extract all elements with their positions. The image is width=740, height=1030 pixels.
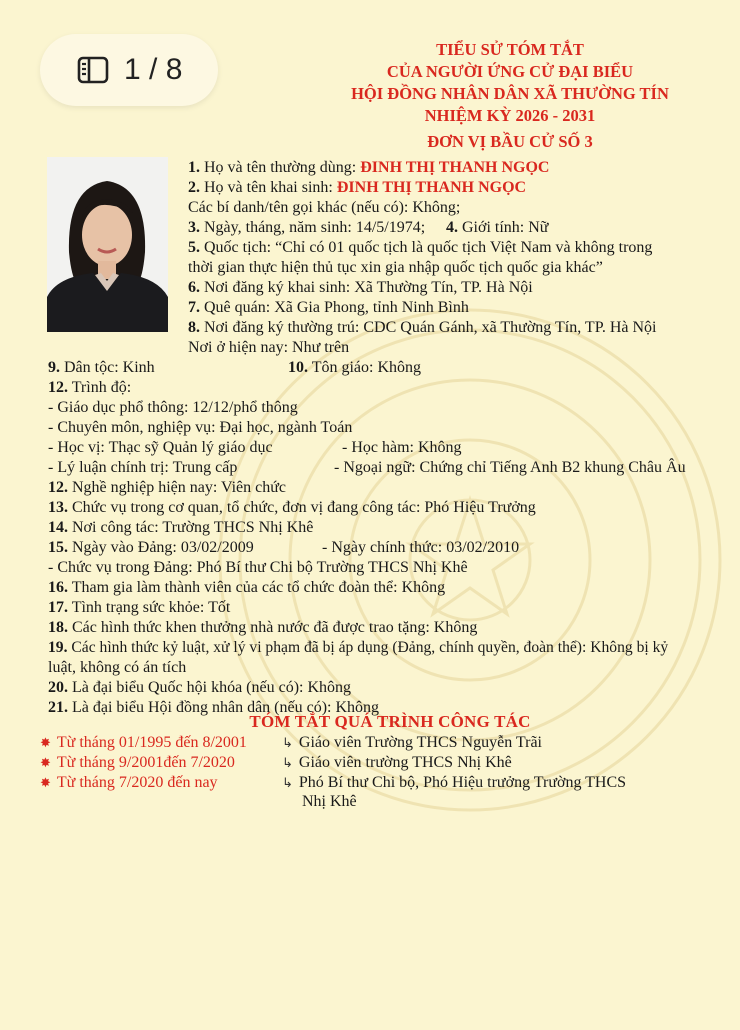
header-term: NHIỆM KỲ 2026 - 2031 (424, 106, 596, 125)
field-nationality-cont: thời gian thực hiện thủ tục xin gia nhập quốc tịch quốc gia khác” (188, 259, 603, 276)
field-party-join-date: 15. Ngày vào Đảng: 03/02/2009 (48, 539, 254, 556)
work-period: ✸ Từ tháng 7/2020 đến nay (40, 774, 218, 791)
candidate-photo (47, 157, 168, 332)
field-specialty: - Chuyên môn, nghiệp vụ: Đại học, ngành Toán (48, 419, 353, 436)
field-party-official-date: - Ngày chính thức: 03/02/2010 (322, 539, 520, 556)
field-ethnicity: 9. Dân tộc: Kinh (48, 359, 155, 376)
page-indicator-text: 1 / 8 (124, 53, 183, 86)
field-occupation: 12. Nghề nghiệp hiện nay: Viên chức (48, 479, 287, 496)
field-organizations: 16. Tham gia làm thành viên của các tổ chức đoàn thể: Không (48, 579, 446, 596)
field-national-assembly: 20. Là đại biểu Quốc hội khóa (nếu có): Không (48, 679, 352, 696)
field-hometown: 7. Quê quán: Xã Gia Phong, tỉnh Ninh Bình (188, 299, 469, 316)
field-party-position: - Chức vụ trong Đảng: Phó Bí thư Chi bộ Trường THCS Nhị Khê (48, 559, 468, 576)
header-title: TIỂU SỬ TÓM TẮT (436, 40, 584, 59)
work-history-title: TÓM TẮT QUÁ TRÌNH CÔNG TÁC (249, 712, 531, 731)
page-indicator[interactable] (40, 34, 218, 106)
field-foreign-language: - Ngoại ngữ: Chứng chỉ Tiếng Anh B2 khung Châu Âu (334, 459, 686, 476)
field-health: 17. Tình trạng sức khỏe: Tốt (48, 599, 231, 616)
field-discipline: 19. Các hình thức kỷ luật, xử lý vi phạm đã bị áp dụng (Đảng, chính quyền, đoàn thể): Không bị kỷ (48, 639, 669, 656)
field-general-education: - Giáo dục phổ thông: 12/12/phổ thông (48, 399, 298, 416)
field-people-council: 21. Là đại biểu Hội đồng nhân dân (nếu có): Không (48, 699, 380, 716)
field-gender: 4. Giới tính: Nữ (446, 219, 549, 236)
work-period: ✸ Từ tháng 01/1995 đến 8/2001 (40, 734, 247, 751)
field-residence: 8. Nơi đăng ký thường trú: CDC Quán Gánh, xã Thường Tín, TP. Hà Nội (188, 319, 657, 336)
pages-icon (76, 53, 110, 87)
field-degree: - Học vị: Thạc sỹ Quản lý giáo dục (48, 439, 273, 456)
field-birth-registration: 6. Nơi đăng ký khai sinh: Xã Thường Tín, TP. Hà Nội (188, 279, 533, 296)
field-birthdate: 3. Ngày, tháng, năm sinh: 14/5/1974; (188, 219, 426, 236)
field-political-theory: - Lý luận chính trị: Trung cấp (48, 459, 238, 476)
bullet-star-icon: ✸ (40, 735, 51, 750)
header-subtitle-2: HỘI ĐỒNG NHÂN DÂN XÃ THƯỜNG TÍN (351, 84, 669, 103)
work-desc-cont: Nhị Khê (302, 793, 357, 810)
field-education-title: 12. Trình độ: (48, 379, 132, 396)
header-unit: ĐƠN VỊ BẦU CỬ SỐ 3 (427, 132, 593, 151)
field-discipline-cont: luật, không có án tích (48, 659, 187, 676)
field-religion: 10. Tôn giáo: Không (288, 359, 422, 376)
arrow-icon: ↳ (282, 736, 293, 751)
field-birth-name: 2. Họ và tên khai sinh: ĐINH THỊ THANH NGỌC (188, 179, 527, 196)
work-desc: ↳ Phó Bí thư Chi bộ, Phó Hiệu trưởng Trường THCS (282, 774, 627, 791)
field-position: 13. Chức vụ trong cơ quan, tổ chức, đơn vị đang công tác: Phó Hiệu Trưởng (48, 499, 536, 516)
field-academic-title: - Học hàm: Không (342, 439, 462, 456)
field-common-name: 1. Họ và tên thường dùng: ĐINH THỊ THANH NGỌC (188, 159, 550, 176)
field-workplace: 14. Nơi công tác: Trường THCS Nhị Khê (48, 519, 314, 536)
work-desc: ↳ Giáo viên trường THCS Nhị Khê (282, 754, 512, 771)
work-period: ✸ Từ tháng 9/2001đến 7/2020 (40, 754, 235, 771)
work-desc: ↳ Giáo viên Trường THCS Nguyễn Trãi (282, 734, 542, 751)
arrow-icon: ↳ (282, 756, 293, 771)
candidate-name: ĐINH THỊ THANH NGỌC (360, 159, 550, 176)
field-aliases: Các bí danh/tên gọi khác (nếu có): Không; (188, 199, 461, 216)
bullet-star-icon: ✸ (40, 755, 51, 770)
field-nationality: 5. Quốc tịch: “Chỉ có 01 quốc tịch là quốc tịch Việt Nam và không trong (188, 239, 653, 256)
field-current-address: Nơi ở hiện nay: Như trên (188, 339, 350, 356)
field-awards: 18. Các hình thức khen thưởng nhà nước đã được trao tặng: Không (48, 619, 478, 636)
bullet-star-icon: ✸ (40, 775, 51, 790)
arrow-icon: ↳ (282, 776, 293, 791)
header-subtitle-1: CỦA NGƯỜI ỨNG CỬ ĐẠI BIỂU (386, 62, 634, 81)
